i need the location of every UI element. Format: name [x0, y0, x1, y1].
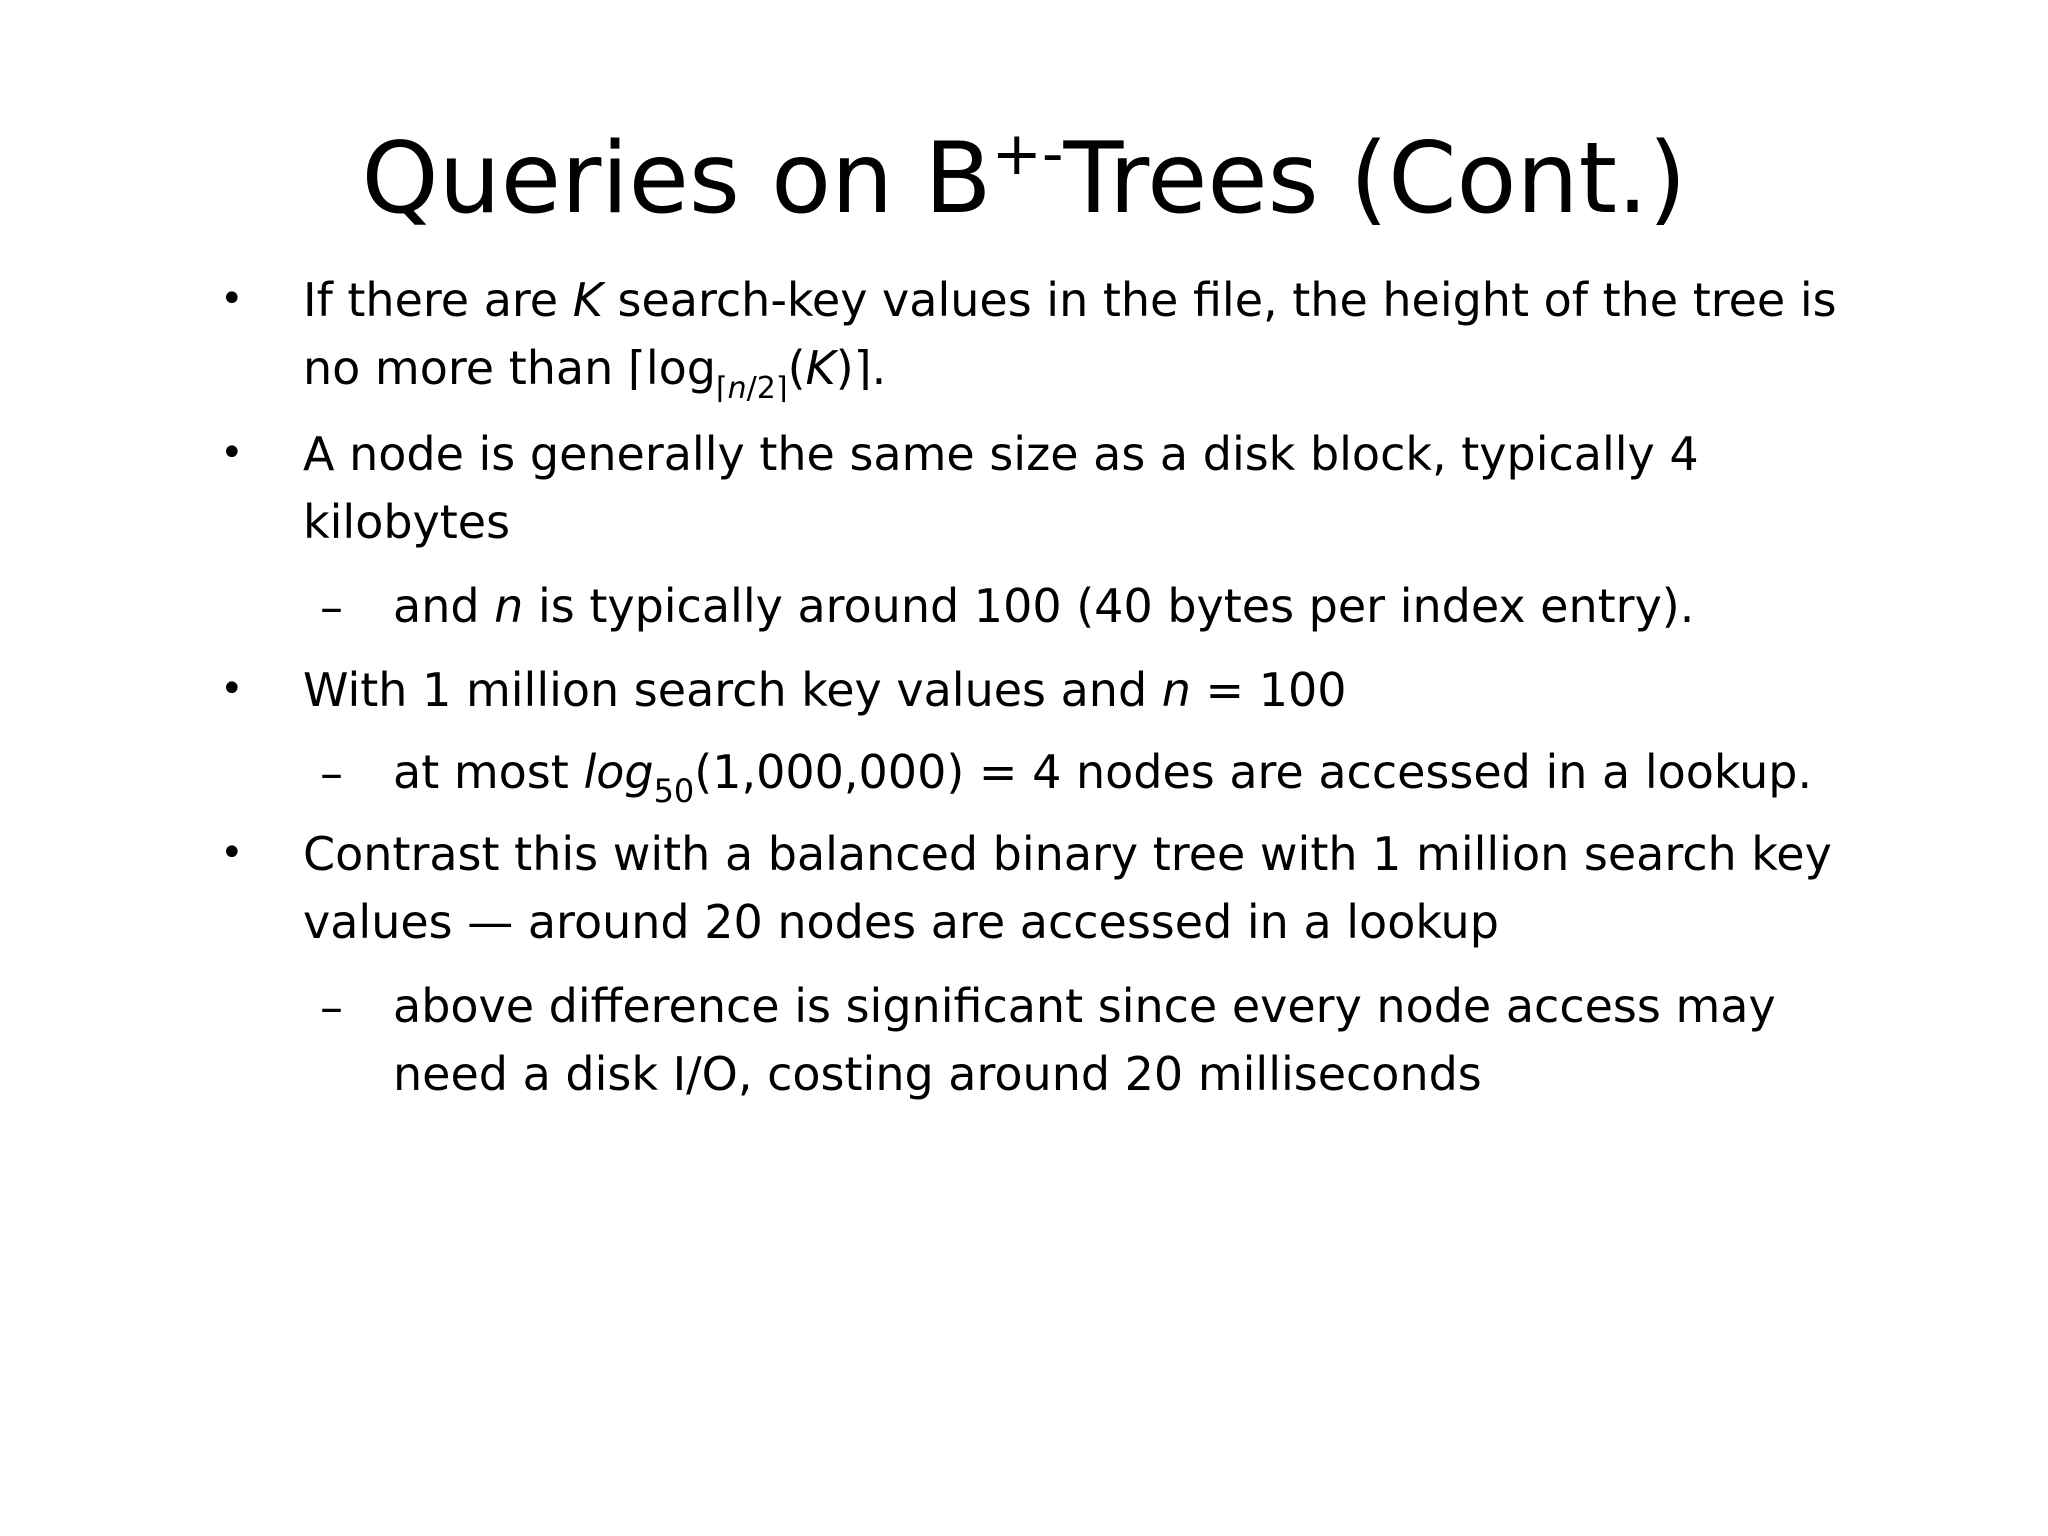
subscript-ceiling-open: ⌈ [715, 371, 728, 406]
text: at most [393, 745, 584, 799]
title-main: Queries on B [361, 122, 992, 236]
italic-n: n [494, 579, 524, 633]
text: = 100 [1190, 663, 1347, 717]
paren-close: ) [835, 341, 854, 395]
bullet-3-marker: • [220, 666, 244, 712]
text: If there are [303, 273, 573, 327]
sub-bullet-4-1-line-2: need a disk I/O, costing around 20 milliseconds [393, 1047, 1482, 1101]
subscript-rest: /2 [746, 371, 776, 406]
subscript-50: 50 [653, 772, 695, 810]
title-superscript: +- [991, 119, 1064, 189]
bullet-1-line-2 [303, 341, 887, 406]
bullet-4-marker: • [220, 830, 244, 876]
bullet-2-line-2: kilobytes [303, 495, 511, 549]
subscript-ceiling-close: ⌉ [775, 371, 788, 406]
text: and [393, 579, 495, 633]
bullet-2-marker: • [220, 430, 244, 476]
bullet-4-line-1: Contrast this with a balanced binary tree with 1 million search key [303, 827, 1832, 881]
subscript-n: n [727, 371, 747, 406]
text: search-key values in the file, the height of the tree is [602, 273, 1837, 327]
bullet-1-marker: • [220, 276, 244, 322]
text: (1,000,000) = 4 nodes are accessed in a lookup. [694, 745, 1813, 799]
text: is typically around 100 (40 bytes per index entry). [523, 579, 1695, 633]
ceiling-close: ⌉ [853, 341, 872, 395]
bullet-4-line-2: values — around 20 nodes are accessed in a lookup [303, 895, 1499, 949]
italic-n: n [1161, 663, 1191, 717]
period: . [871, 341, 887, 395]
bullet-3-line-1 [303, 664, 1347, 717]
sub-bullet-3-1-marker: – [320, 746, 343, 800]
ceiling-open: ⌈ [627, 341, 646, 395]
log-text: log [645, 341, 716, 395]
bullet-2-line-1: A node is generally the same size as a disk block, typically 4 [303, 427, 1699, 481]
text: With 1 million search key values and [303, 663, 1162, 717]
sub-bullet-4-1-line-1: above difference is significant since every node access may [393, 979, 1776, 1033]
sub-bullet-2-1-marker: – [320, 580, 343, 634]
bullet-1-line-1 [303, 274, 1837, 327]
sub-bullet-4-1-marker: – [320, 980, 343, 1034]
title-rest: Trees (Cont.) [1063, 122, 1687, 236]
text: no more than [303, 341, 628, 395]
sub-bullet-2-1 [393, 580, 1694, 633]
sub-bullet-3-1 [393, 745, 1813, 810]
italic-log: log [583, 745, 654, 799]
italic-k: K [805, 341, 836, 395]
paren-open: ( [787, 341, 806, 395]
italic-k: K [572, 273, 603, 327]
slide-title [0, 119, 2048, 236]
